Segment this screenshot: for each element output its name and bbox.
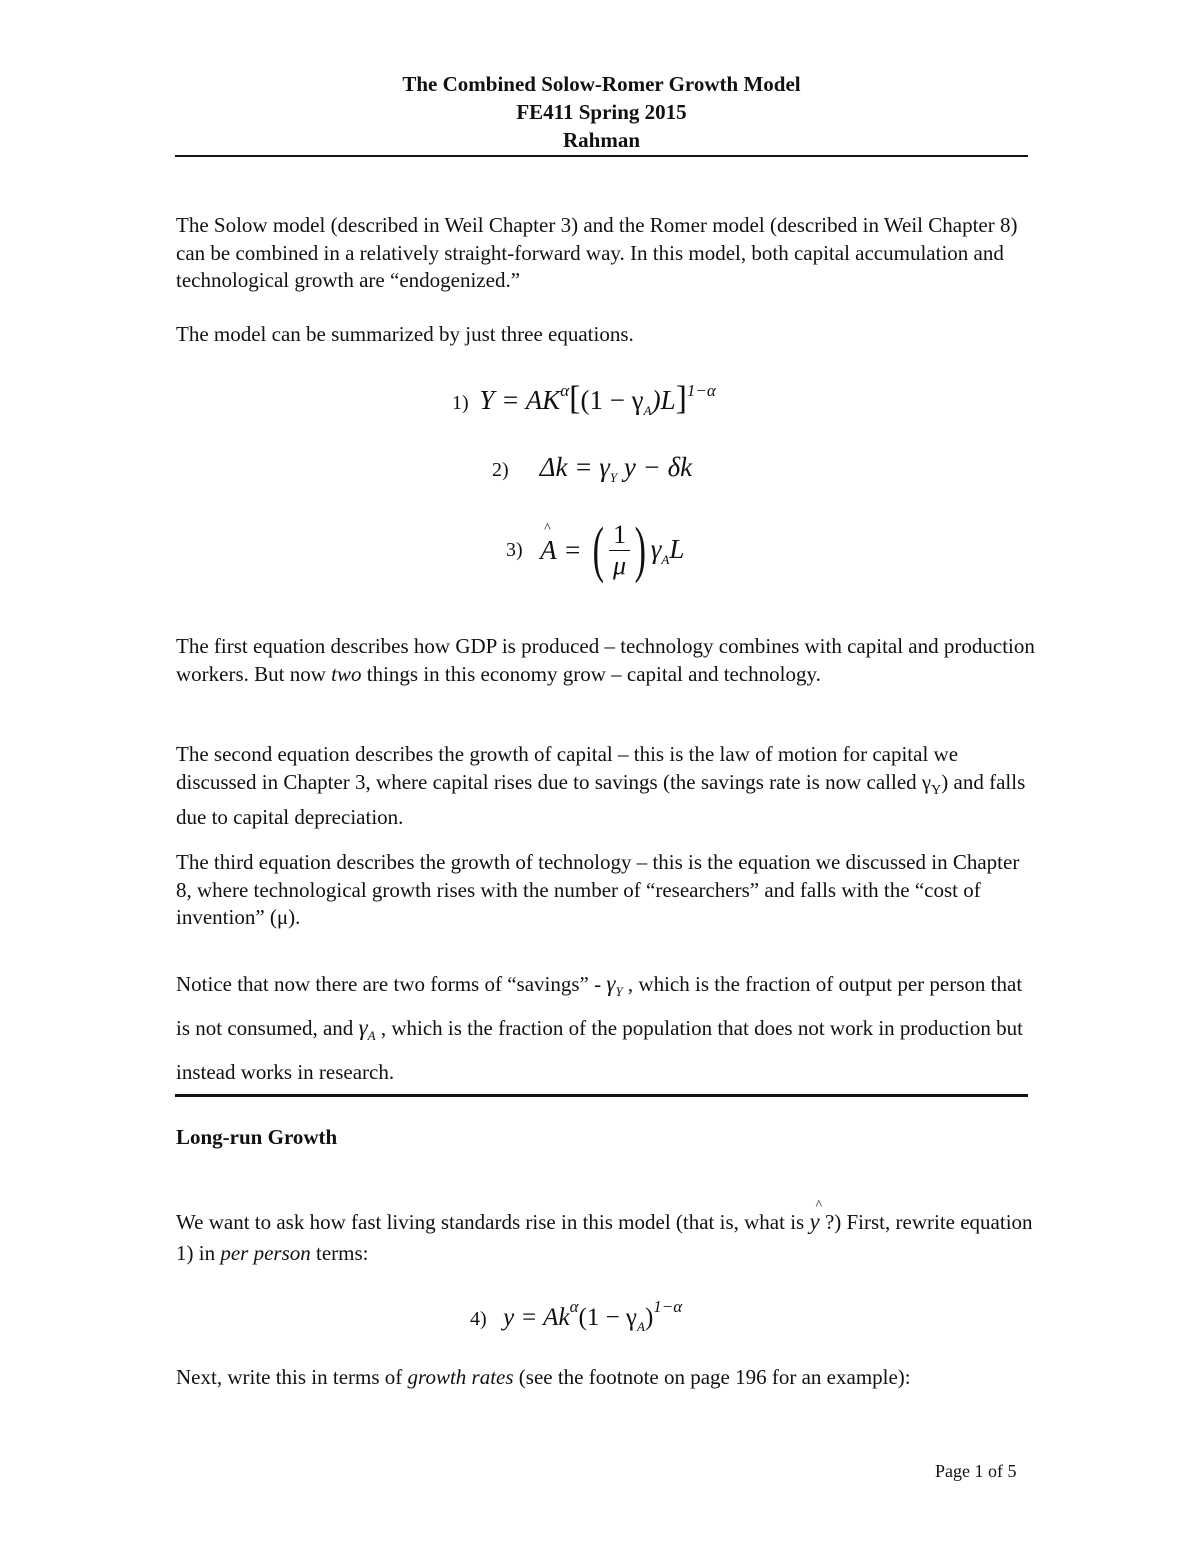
eq2-expr-a: Δk = γ (539, 452, 610, 482)
course-line: FE411 Spring 2015 (516, 100, 687, 124)
p6-sub-y: Y (615, 984, 623, 1000)
p7-text-c: terms: (310, 1241, 369, 1265)
p6-text-c: , which is the fraction of the population that does not work in production but instead works in research. (176, 1016, 1023, 1085)
header-rule (175, 155, 1028, 157)
eq1-alpha: α (560, 381, 570, 400)
eq1-bracket-close: ] (675, 380, 687, 417)
eq1-inner-close: )L (651, 385, 676, 415)
eq3-gamma: γ (650, 533, 662, 564)
equation-number: 4) (470, 1308, 487, 1330)
eq4-mid: (1 − γ (578, 1304, 637, 1331)
page-number: Page 1 of 5 (935, 1461, 1017, 1481)
eq3-paren-open: ( (593, 516, 605, 584)
eq3-lhs: A (540, 535, 557, 565)
p8-text-a: Next, write this in terms of (176, 1365, 408, 1389)
second-equation-paragraph (176, 741, 1036, 832)
eq4-exponent: 1−α (653, 1297, 683, 1316)
p7-text-a: We want to ask how fast living standards rise in this model (that is, what is (176, 1210, 810, 1234)
equation-2 (492, 452, 692, 486)
eq4-sub: A (636, 1319, 645, 1334)
eq1-sub: A (643, 403, 652, 418)
section-heading: Long-run Growth (176, 1125, 338, 1149)
eq4-lhs: y = Ak (503, 1304, 570, 1331)
author-line: Rahman (562, 128, 641, 152)
equation-3: 3) ^ A = ( $\frac{1}{\mu}$ ) $\gamma_AL$ (506, 516, 685, 584)
eq3-hat: ^ (544, 521, 551, 536)
intro-paragraph: The Solow model (described in Weil Chapter 3) and the Romer model (described in Weil Chapter 8) can be combined in a relatively straight-forward way. In this model, both capital accumulation and technological growth are “endogenized.” (176, 213, 1018, 292)
p7-emphasis: per person (220, 1241, 311, 1265)
equation-number: 3) (506, 539, 523, 561)
savings-paragraph (176, 966, 1036, 1090)
eq4-alpha: α (569, 1297, 579, 1316)
first-equation-paragraph (176, 633, 1036, 688)
p3-text-b: things in this economy grow – capital and technology. (361, 661, 821, 686)
p4-sub: Y (931, 782, 942, 798)
eq3-sub: A (661, 551, 670, 567)
p6-gamma-y: γ (606, 971, 616, 996)
third-equation-paragraph: The third equation describes the growth of technology – this is the equation we discussed in Chapter 8, where technological growth rises with the number of “researchers” and falls with the “cost of invention” (μ). (176, 850, 1020, 929)
p4-text-b: ) and falls due to capital depreciation. (176, 769, 1026, 830)
eq3-tail: L (669, 533, 685, 564)
eq3-denominator: μ (613, 551, 627, 580)
equation-number: 2) (492, 459, 509, 481)
p6-text-b: , which is the fraction of output per person that is not consumed, and (176, 972, 1023, 1041)
eq3-paren-close: ) (634, 516, 647, 584)
eq2-sub: Y (609, 470, 618, 485)
long-run-paragraph (176, 1198, 1036, 1269)
eq1-exponent: 1−α (686, 381, 716, 400)
eq2-expr-b: y − δk (623, 452, 693, 482)
growth-rates-paragraph (176, 1364, 1036, 1392)
document-header (175, 70, 1028, 154)
section-rule (175, 1094, 1028, 1097)
p8-text-b: (see the footnote on page 196 for an example): (513, 1365, 911, 1389)
p6-gamma-a: γ (358, 1015, 368, 1041)
p6-sub-a: A (367, 1028, 376, 1044)
eq1-inner: (1 − γ (580, 385, 644, 415)
equation-1: 1) $Y = AK^\alpha[(1 - \gamma_A)L]^{1-\alpha}$ (452, 380, 716, 418)
eq1-rhs: AK (525, 385, 561, 415)
equation-4 (470, 1297, 682, 1335)
p7-hat: ^ (815, 1198, 823, 1213)
eq3-numerator: 1 (609, 520, 630, 551)
p4-text-a: The second equation describes the growth of capital – this is the law of motion for capital we discussed in Chapter 3, where capital rises due to savings (the savings rate is now called γ (176, 742, 959, 794)
p8-emphasis: growth rates (407, 1365, 514, 1389)
p6-text-a: Notice that now there are two forms of “savings” - (176, 972, 607, 996)
eq4-close: ) (644, 1304, 654, 1331)
p3-emphasis: two (331, 661, 362, 686)
p7-text-b: ?) First, rewrite equation 1) in (176, 1210, 1033, 1265)
p3-text-a: The first equation describes how GDP is produced – technology combines with capital and production workers. But now (176, 634, 1035, 686)
summary-paragraph: The model can be summarized by just three equations. (176, 322, 634, 346)
eq3-fraction (609, 520, 630, 581)
eq1-bracket-open: [ (569, 380, 581, 417)
eq1-lhs: Y (479, 385, 495, 415)
p7-y: y (809, 1209, 820, 1234)
equation-number: 1) (452, 392, 469, 414)
document-title: The Combined Solow-Romer Growth Model (402, 72, 801, 96)
